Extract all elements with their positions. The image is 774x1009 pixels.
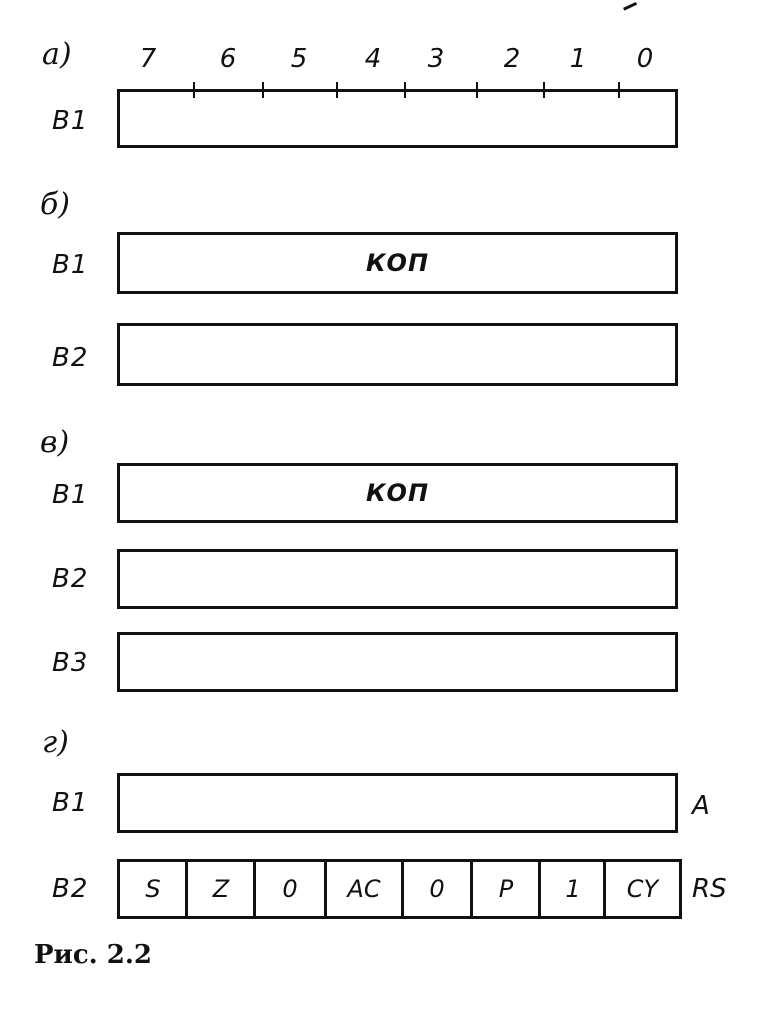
byte-box-v-b1 — [117, 463, 678, 523]
flag-sign: S — [145, 875, 161, 903]
byte-label-g-b2: B2 — [52, 874, 89, 904]
byte-label-a-b1: B1 — [52, 106, 89, 136]
section-v-label: в) — [40, 425, 70, 460]
bit-number-6: 6 — [219, 44, 237, 74]
bit-number-1: 1 — [569, 44, 587, 74]
print-artifact — [621, 0, 637, 11]
byte-label-b-b1: B1 — [52, 250, 89, 280]
bit-number-3: 3 — [427, 44, 445, 74]
opcode-text: КОП — [365, 479, 430, 507]
flag-reserved-0: 0 — [282, 875, 298, 903]
bit-number-4: 4 — [364, 44, 382, 74]
byte-box-v-b3 — [117, 632, 678, 692]
bit-number-2: 2 — [503, 44, 521, 74]
section-g-label: г) — [42, 725, 69, 760]
section-a-label: а) — [42, 37, 72, 72]
byte-box-b-b1 — [117, 232, 678, 294]
byte-label-v-b2: B2 — [52, 564, 89, 594]
flags-register-label: RS — [692, 874, 727, 904]
section-b-label: б) — [40, 187, 71, 222]
opcode-text: КОП — [365, 249, 430, 277]
accumulator-label: A — [692, 791, 710, 821]
bit-number-7: 7 — [139, 44, 157, 74]
figure-caption: Рис. 2.2 — [34, 940, 153, 970]
flag-parity: P — [498, 875, 514, 903]
byte-box-a-b1 — [117, 89, 678, 148]
byte-label-v-b1: B1 — [52, 480, 89, 510]
byte-box-b-b2 — [117, 323, 678, 386]
bit-number-0: 0 — [636, 44, 654, 74]
flag-carry: CY — [626, 875, 659, 903]
flag-zero: Z — [212, 875, 230, 903]
flag-reserved-0: 0 — [429, 875, 445, 903]
byte-label-b-b2: B2 — [52, 343, 89, 373]
flag-aux-carry: AC — [347, 875, 381, 903]
byte-label-g-b1: B1 — [52, 788, 89, 818]
byte-box-g-b1 — [117, 773, 678, 833]
byte-box-v-b2 — [117, 549, 678, 609]
bit-number-5: 5 — [290, 44, 308, 74]
byte-label-v-b3: B3 — [52, 648, 89, 678]
flags-register — [117, 859, 682, 919]
flag-reserved-1: 1 — [565, 875, 581, 903]
